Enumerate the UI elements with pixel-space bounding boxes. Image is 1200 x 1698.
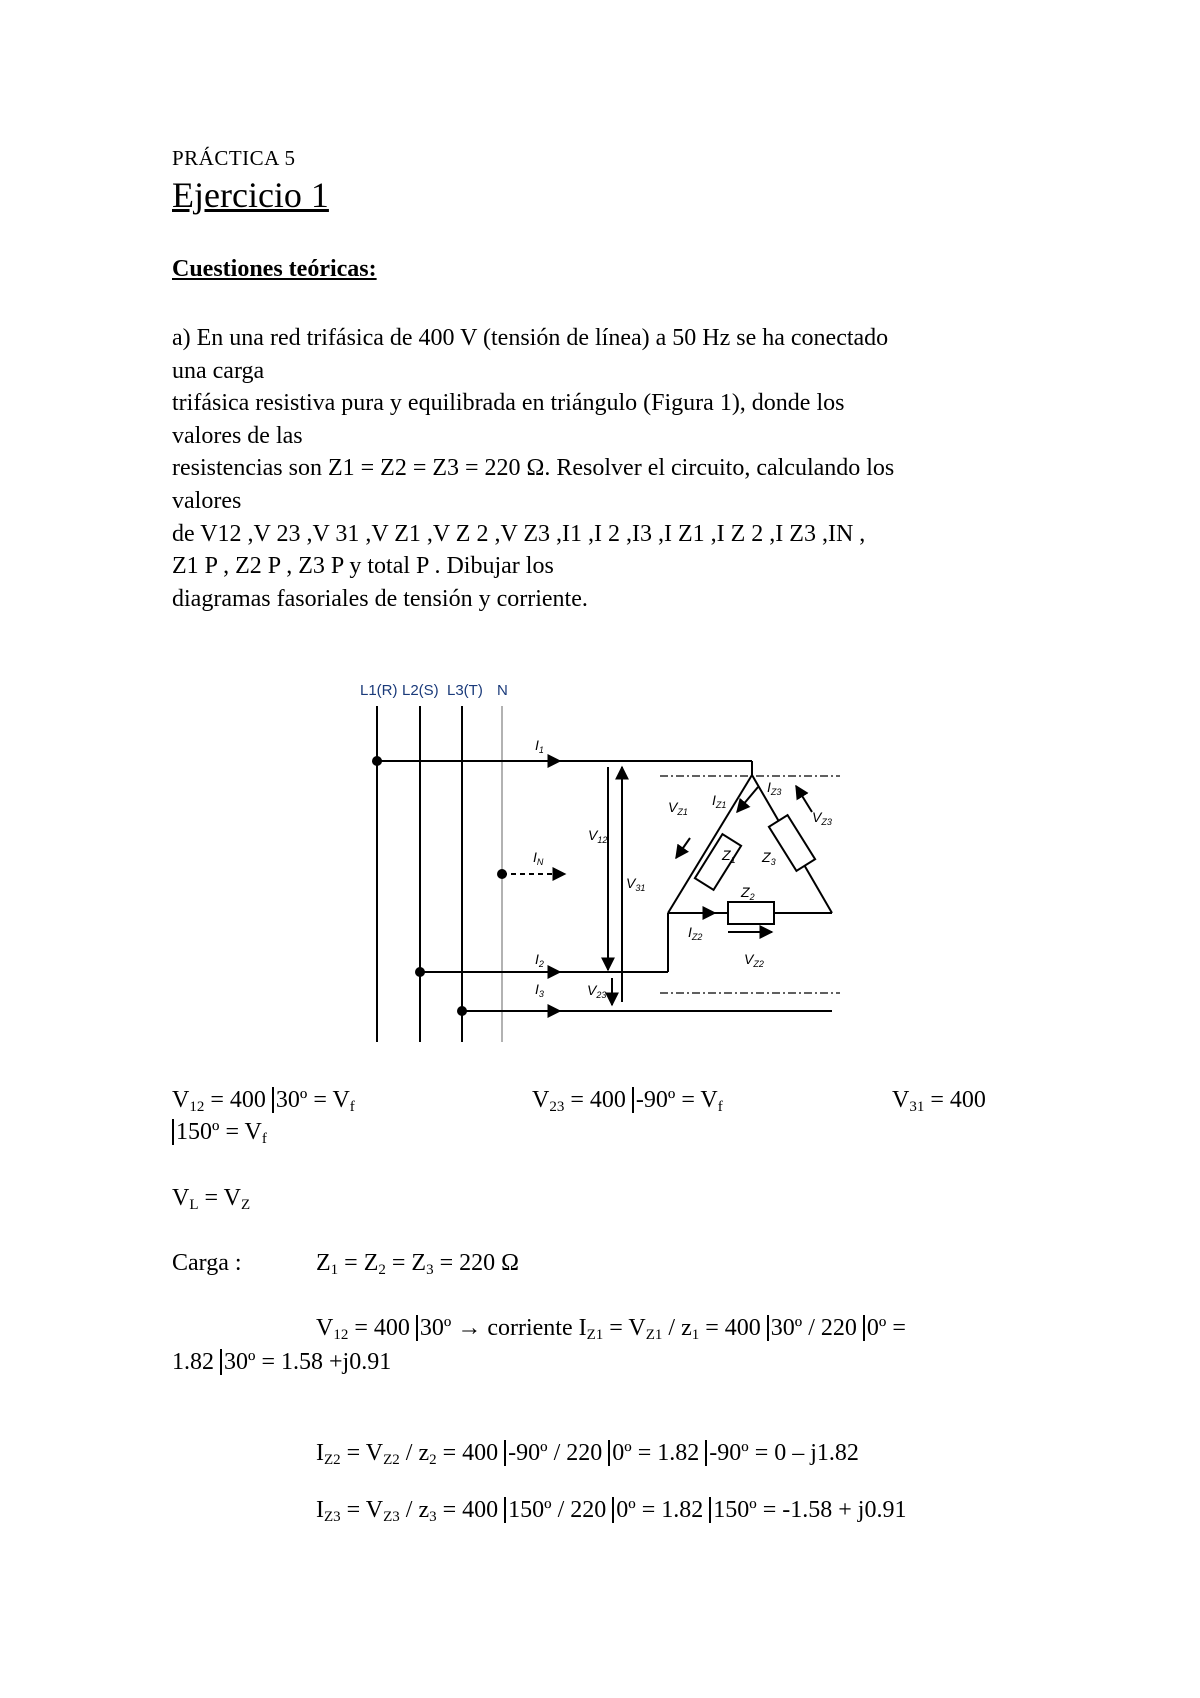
eq-v23: $V_{23} = 400$ -90º = $V_f$ — [532, 1087, 723, 1115]
eq-v31-cont: 150º = $V_f$ — [172, 1119, 267, 1148]
circuit-diagram — [340, 675, 860, 1045]
label-vz2: $V_{Z2}$ — [744, 951, 764, 969]
label-i2: $I_2$ — [535, 951, 544, 969]
eq-carga-label: Carga : — [172, 1250, 242, 1276]
eq-iz2: $I_{Z2} = V_{Z2} / z_2 = 400$ -90º / 220 0º = 1.82 -90º = 0 – j1.82 — [316, 1440, 859, 1468]
label-vz3: $V_{Z3}$ — [812, 809, 832, 827]
eq-v12: $V_{12} = 400$ 30º = $V_f$ — [172, 1087, 355, 1115]
eq-iz1: $V_{12} = 400$ 30º → corriente $I_{Z1} = V_{Z1} / z_1 = 400$ 30º / 220 0º = — [316, 1315, 906, 1343]
label-iz1: $I_{Z1}$ — [712, 792, 727, 810]
label-iz3: $I_{Z3}$ — [767, 779, 782, 797]
statement-line: una carga — [172, 357, 265, 384]
label-in: $I_N$ — [533, 849, 544, 867]
label-v23: $V_{23}$ — [587, 982, 607, 1000]
eq-iz3: $I_{Z3} = V_{Z3} / z_3 = 400$ 150º / 220 0º = 1.82 150º = -1.58 + j0.91 — [316, 1497, 907, 1525]
label-v31: $V_{31}$ — [626, 875, 646, 893]
label-iz2: $I_{Z2}$ — [688, 924, 703, 942]
exercise-title: Ejercicio 1 — [172, 175, 329, 215]
statement-line: de V12 ,V 23 ,V 31 ,V Z1 ,V Z 2 ,V Z3 ,I1 ,I 2 ,I3 ,I Z1 ,I Z 2 ,I Z3 ,IN , — [172, 520, 866, 547]
label-z2: $Z_2$ — [741, 884, 755, 902]
practice-label: PRÁCTICA 5 — [172, 146, 296, 170]
label-z3: $Z_3$ — [762, 849, 776, 867]
label-i1: $I_1$ — [535, 737, 544, 755]
statement-line: valores — [172, 487, 242, 514]
eq-carga: $Z_1 = Z_2 = Z_3 = 220$ Ω — [316, 1250, 519, 1278]
line-label-l3: L3(T) — [447, 682, 483, 699]
eq-vl-vz: $V_L = V_Z$ — [172, 1185, 251, 1213]
line-label-l1: L1(R) — [360, 682, 398, 699]
label-i3: $I_3$ — [535, 981, 544, 999]
statement-line: trifásica resistiva pura y equilibrada en triángulo (Figura 1), donde los — [172, 390, 845, 417]
eq-v31: $V_{31} = 400$ — [892, 1087, 986, 1115]
statement-line: a) En una red trifásica de 400 V (tensión de línea) a 50 Hz se ha conectado — [172, 325, 889, 351]
statement-line: Z1 P , Z2 P , Z3 P y total P . Dibujar los — [172, 553, 554, 580]
statement-line: diagramas fasoriales de tensión y corriente. — [172, 585, 588, 612]
statement-line: valores de las — [172, 422, 303, 449]
label-z1: $Z_1$ — [722, 847, 736, 865]
line-label-l2: L2(S) — [402, 682, 439, 699]
label-vz1: $V_{Z1}$ — [668, 799, 688, 817]
statement-line: resistencias son Z1 = Z2 = Z3 = 220 Ω. Resolver el circuito, calculando los — [172, 455, 895, 482]
label-v12: $V_{12}$ — [588, 827, 608, 845]
section-heading: Cuestiones teóricas: — [172, 256, 377, 282]
eq-iz1-cont: 1.82 30º = 1.58 +j0.91 — [172, 1349, 392, 1375]
problem-statement — [172, 322, 1052, 615]
line-label-n: N — [497, 682, 508, 699]
